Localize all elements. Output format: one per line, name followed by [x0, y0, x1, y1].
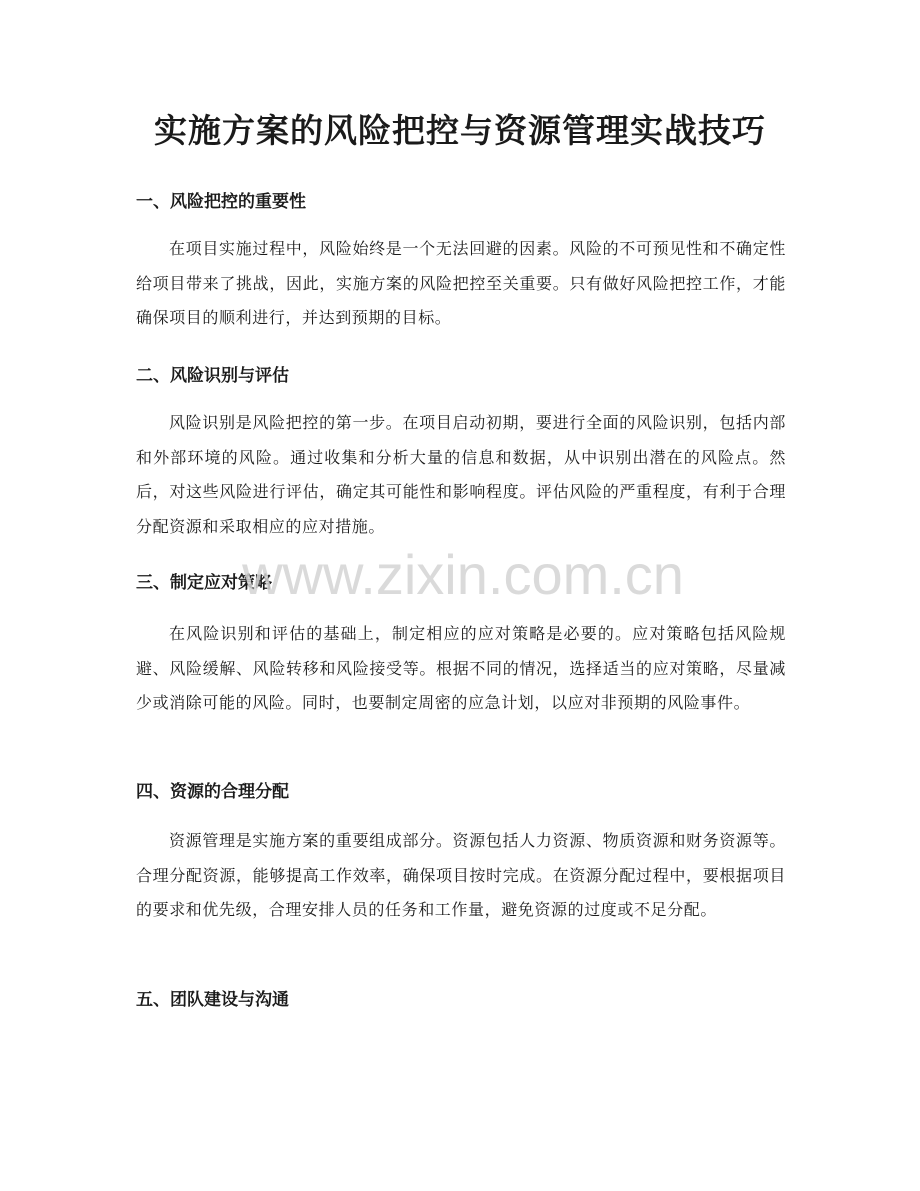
section-heading-3: 三、制定应对策略 — [136, 573, 272, 593]
section-heading-5: 五、团队建设与沟通 — [136, 990, 289, 1010]
section-heading-4: 四、资源的合理分配 — [136, 782, 289, 802]
section-heading-1: 一、风险把控的重要性 — [136, 192, 306, 212]
section-paragraph-2: 风险识别是风险把控的第一步。在项目启动初期，要进行全面的风险识别，包括内部和外部环境的风险。通过收集和分析大量的信息和数据，从中识别出潜在的风险点。然后，对这些风险进行评估，确定其可能性和影响程度。评估风险的严重程度，有利于合理分配资源和采取相应的应对措施。 — [136, 413, 786, 536]
section-paragraph-3: 在风险识别和评估的基础上，制定相应的应对策略是必要的。应对策略包括风险规避、风险缓解、风险转移和风险接受等。根据不同的情况，选择适当的应对策略，尽量减少或消除可能的风险。同时，也要制定周密的应急计划，以应对非预期的风险事件。 — [136, 624, 786, 712]
section-heading-2: 二、风险识别与评估 — [136, 366, 289, 386]
watermark: www.zixin.com.cn — [242, 543, 684, 606]
section-paragraph-4: 资源管理是实施方案的重要组成部分。资源包括人力资源、物质资源和财务资源等。合理分配资源，能够提高工作效率，确保项目按时完成。在资源分配过程中，要根据项目的要求和优先级，合理安排人员的任务和工作量，避免资源的过度或不足分配。 — [136, 831, 786, 919]
section-paragraph-1: 在项目实施过程中，风险始终是一个无法回避的因素。风险的不可预见性和不确定性给项目带来了挑战，因此，实施方案的风险把控至关重要。只有做好风险把控工作，才能确保项目的顺利进行，并达到预期的目标。 — [136, 239, 786, 327]
document-title: 实施方案的风险把控与资源管理实战技巧 — [154, 111, 766, 150]
